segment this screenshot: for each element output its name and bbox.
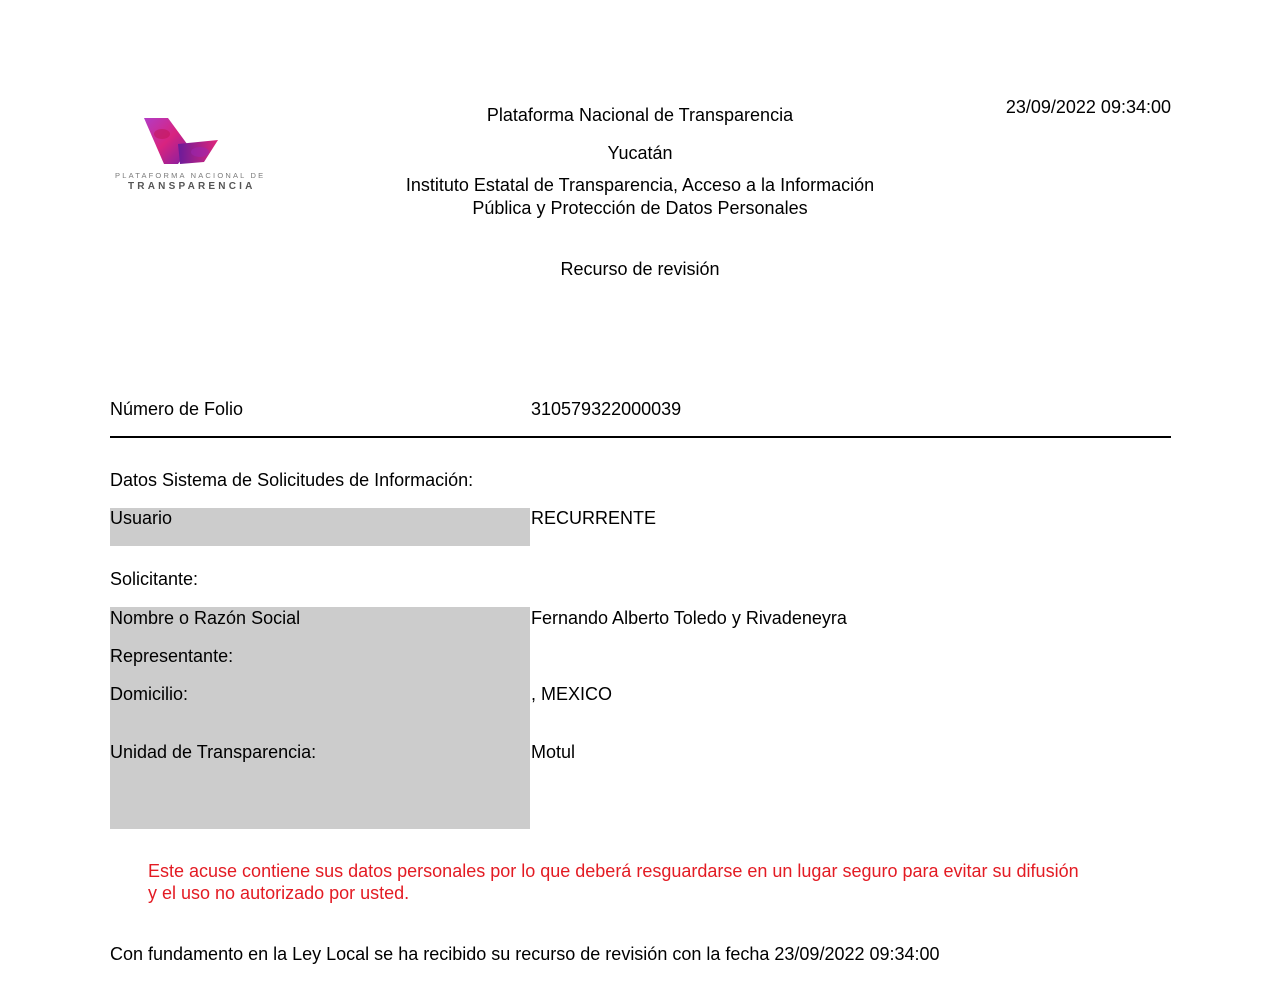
folio-divider: [110, 436, 1171, 438]
name-label: Nombre o Razón Social: [110, 608, 301, 628]
document-title: Recurso de revisión: [560, 259, 720, 279]
user-value: RECURRENTE: [531, 508, 657, 528]
privacy-notice-line2: y el uso no autorizado por usted.: [148, 883, 410, 903]
transparency-unit-label: Unidad de Transparencia:: [110, 742, 317, 762]
receipt-statement: Con fundamento en la Ley Local se ha recibido su recurso de revisión con la fecha 23/09/2022 09:34:00: [110, 944, 940, 964]
name-value: Fernando Alberto Toledo y Rivadeneyra: [531, 608, 847, 628]
institute-name: [340, 174, 940, 220]
institute-line1: Instituto Estatal de Transparencia, Acceso a la Información: [405, 175, 875, 195]
system-data-title: Datos Sistema de Solicitudes de Información:: [110, 470, 474, 490]
privacy-notice: [148, 860, 1158, 904]
address-label: Domicilio:: [110, 684, 189, 704]
state-name: Yucatán: [607, 143, 673, 163]
folio-value: 310579322000039: [531, 399, 682, 419]
pnt-logo: [112, 116, 266, 196]
logo-text-line2: TRANSPARENCIA: [128, 181, 256, 192]
pnt-logo-mark: [112, 116, 222, 168]
user-label-cell: [110, 508, 530, 546]
user-label: Usuario: [110, 508, 173, 528]
transparency-unit-value: Motul: [531, 742, 576, 762]
privacy-notice-line1: Este acuse contiene sus datos personales por lo que deberá resguardarse en un lugar seguro para evitar su difusión: [148, 861, 1079, 881]
folio-label: Número de Folio: [110, 399, 244, 419]
institute-line2: Pública y Protección de Datos Personales: [472, 198, 808, 218]
applicant-title: Solicitante:: [110, 569, 199, 589]
address-value: , MEXICO: [531, 684, 613, 704]
timestamp: 23/09/2022 09:34:00: [1005, 97, 1171, 117]
logo-text-line1: PLATAFORMA NACIONAL DE: [115, 171, 266, 180]
applicant-label-column: [110, 607, 530, 829]
representative-label: Representante:: [110, 646, 234, 666]
platform-title: Plataforma Nacional de Transparencia: [486, 105, 794, 125]
